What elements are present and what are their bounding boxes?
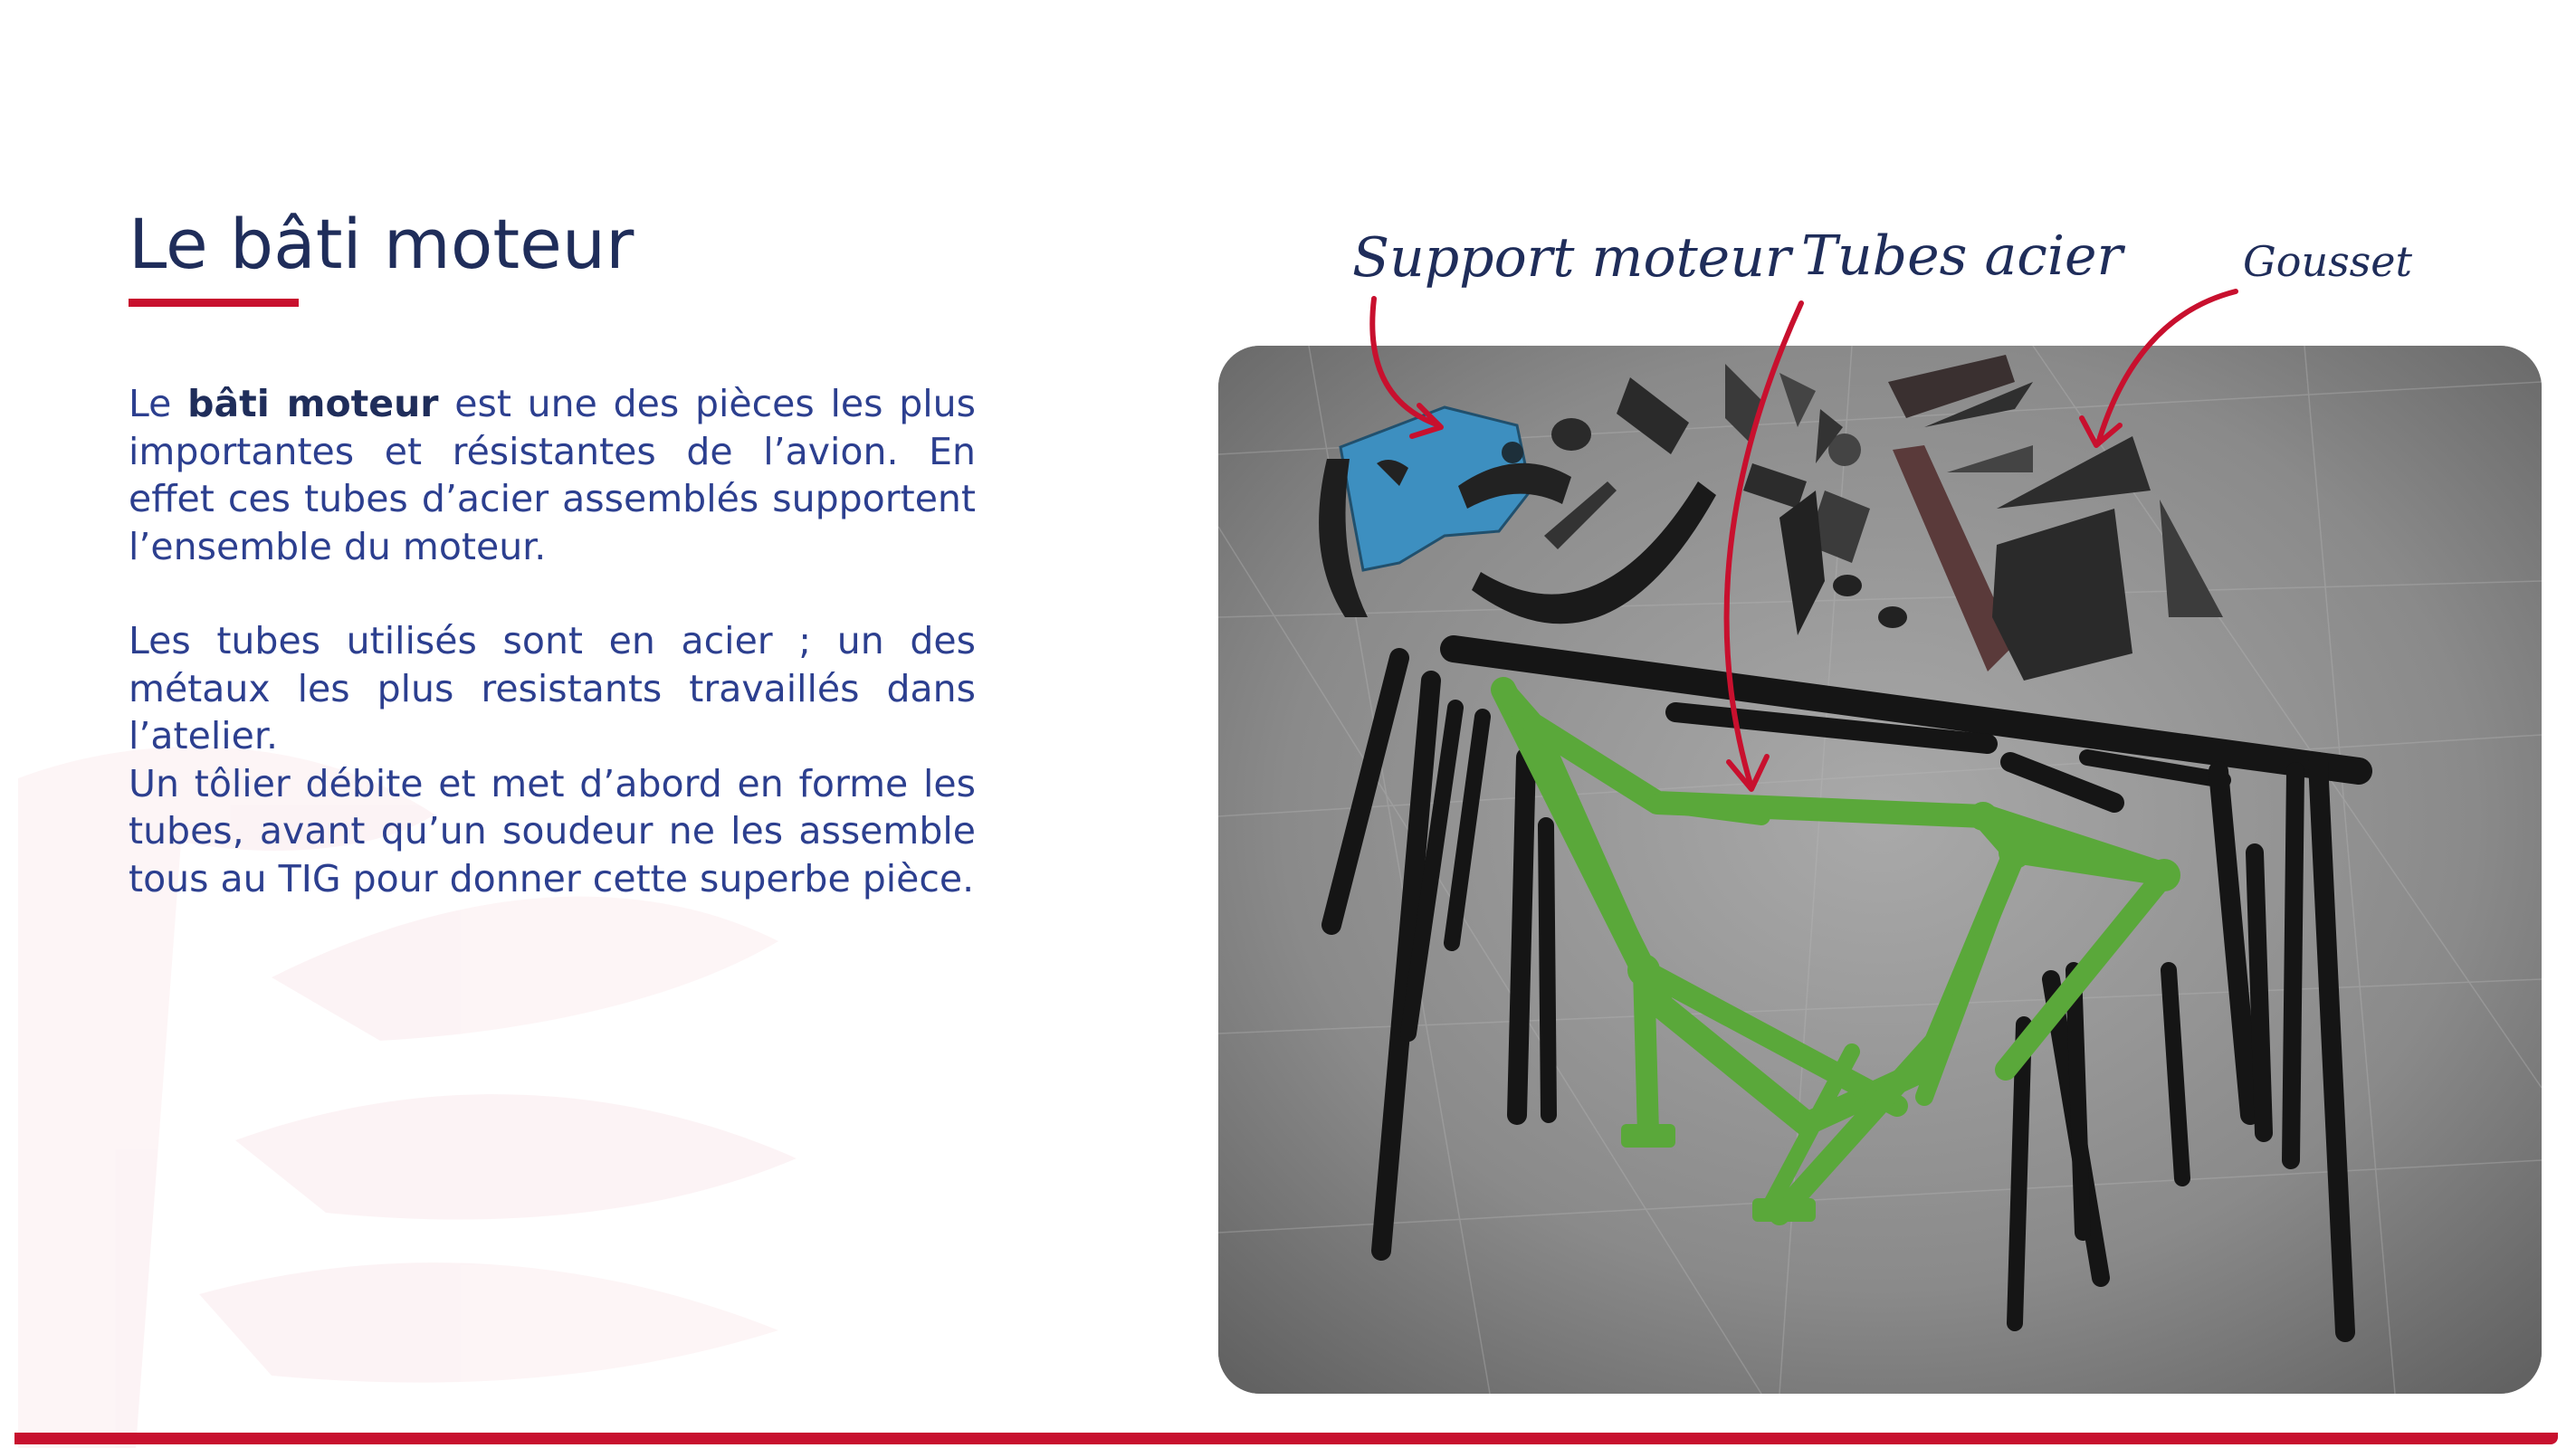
page-title: Le bâti moteur <box>129 204 634 284</box>
tubes-paragraph: Les tubes utilisés sont en acier ; un des métaux les plus resistants travaillés dans l’atelier. <box>129 619 976 757</box>
annotation-gousset: Gousset <box>2243 237 2412 286</box>
arrow-gousset <box>2098 291 2236 443</box>
intro-bold-term: bâti moteur <box>187 382 439 425</box>
arrow-support-moteur <box>1372 299 1439 425</box>
intro-before: Le <box>129 382 188 425</box>
bottom-accent-bar <box>14 1433 2558 1444</box>
annotation-tubes-acier: Tubes acier <box>1801 224 2123 288</box>
welding-paragraph: Un tôlier débite et met d’abord en forme les tubes, avant qu’un soudeur ne les assemble tous au TIG pour donner cette superbe pièce. <box>129 761 976 900</box>
intro-after: est une des pièces les plus importantes et résistantes de l’avion. En effet ces tubes d’acier assemblés supportent l’ensemble du moteur. <box>129 382 976 568</box>
annotation-support-moteur: Support moteur <box>1352 226 1791 290</box>
arrow-tubes-acier <box>1727 303 1801 787</box>
